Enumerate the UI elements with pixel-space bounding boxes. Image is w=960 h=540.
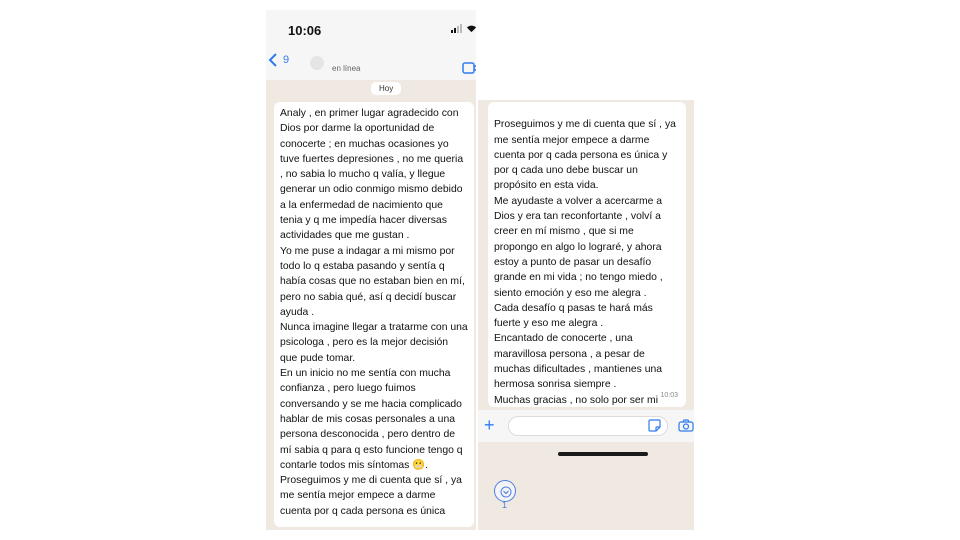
- status-icons: [451, 24, 476, 33]
- contact-status: en línea: [332, 64, 361, 73]
- message-input-bar: [478, 410, 694, 442]
- scroll-down-count: 1: [502, 500, 508, 510]
- message-bubble[interactable]: Analy , en primer lugar agradecido con Dios por darme la oportunidad de conocerte ; en muchas ocasiones yo tuve fuertes depresiones , no me queria , no sabia lo mucho q valía, y llegue generar un odio conmigo mismo debido a la enfermedad de nacimiento que tenia y q me impedía hacer diversas actividades que me gustan . Yo me puse a indagar a mi mismo por todo lo q estaba pasando y sentía q había cosas que no estaban bien en mí, pero no sabia qué, así q decidí buscar ayuda . Nunca imagine llegar a tratarme con una psicologa , pero es la mejor decisión que pude tomar. En un inicio no me sentía con mucha confianza , pero luego fuimos conversando y se me hacia complicado hablar de mis cosas personales a una persona desconocida , pero dentro de mí sabia q para q esto funcione tengo q contarle todos mis síntomas 😬. Proseguimos y me di cuenta que sí , ya me sentía mejor empece a darme cuenta por q cada persona es única: [274, 102, 474, 527]
- home-indicator: [558, 452, 648, 456]
- scroll-down-button[interactable]: [494, 480, 516, 502]
- chevron-down-icon: [500, 486, 512, 498]
- message-text: Proseguimos y me di cuenta que sí , ya me sentía mejor empece a darme cuenta por q cada persona es única y por q cada uno debe buscar un propósito en esta vida. Me ayudaste a volver a acercarme a Dios y era tan reconfortante , volví a creer en mí mismo , que si me propongo en algo lo lograré, y ahora estoy a punto de pasar un desafío grande en mi vida ; no tengo miedo , siento emoción y eso me alegra . Cada desafío q pasas te hará más fuerte y eso me alegra . Encantado de conocerte , una maravillosa persona , a pesar de muchas dificultades , mantienes una hermosa sonrisa siempre . Muchas gracias , no solo por ser mi: [494, 119, 676, 406]
- chat-header: [266, 50, 476, 80]
- signal-icon: [451, 24, 462, 33]
- status-time: 10:06: [288, 23, 322, 38]
- back-button[interactable]: [268, 53, 289, 67]
- video-call-icon[interactable]: [462, 62, 476, 74]
- message-input[interactable]: [508, 416, 668, 436]
- date-label: Hoy: [371, 82, 401, 95]
- sticker-icon[interactable]: [648, 419, 661, 432]
- plus-icon[interactable]: +: [484, 415, 495, 435]
- wifi-icon: [466, 24, 476, 33]
- unread-count: 9: [283, 54, 290, 66]
- message-bubble-continued[interactable]: [488, 102, 686, 407]
- avatar[interactable]: [310, 56, 324, 70]
- left-screenshot: [266, 10, 476, 530]
- camera-icon[interactable]: [678, 419, 694, 432]
- message-time: 10:03: [660, 391, 678, 399]
- status-bar: [266, 10, 476, 50]
- right-screenshot: [478, 100, 694, 530]
- back-chevron-icon: [268, 53, 278, 67]
